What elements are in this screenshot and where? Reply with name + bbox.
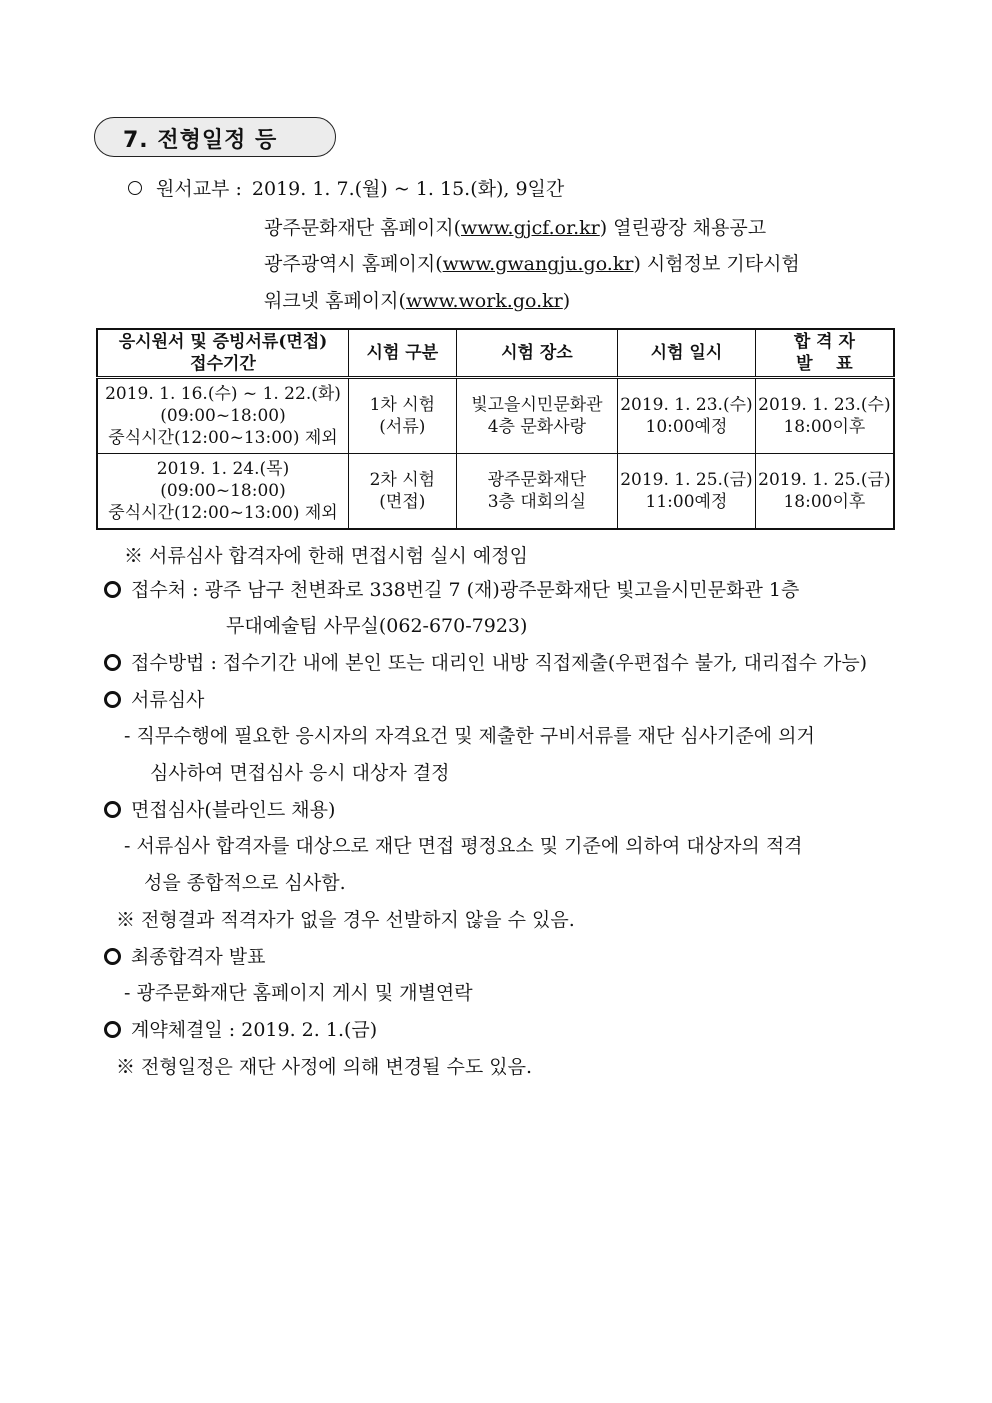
doc-review-desc-1: - 직무수행에 필요한 응시자의 자격요건 및 제출한 구비서류를 재단 심사기준에 의거 bbox=[124, 725, 815, 747]
reception-text: 접수처 : 광주 남구 천변좌로 338번길 7 (재)광주문화재단 빛고을시민문화관 1층 bbox=[131, 579, 800, 601]
contract-line bbox=[104, 1017, 377, 1043]
site-prefix: 워크넷 홈페이지( bbox=[264, 290, 406, 312]
table-note: ※ 서류심사 합격자에 한해 면접시험 실시 예정임 bbox=[124, 545, 528, 567]
bold-circle-bullet-icon bbox=[104, 654, 121, 671]
method-text: 접수방법 : 접수기간 내에 본인 또는 대리인 내방 직접제출(우편접수 불가, 대리접수 가능) bbox=[131, 652, 868, 674]
final-desc: - 광주문화재단 홈페이지 게시 및 개별연락 bbox=[124, 982, 473, 1004]
interview-desc-1: - 서류심사 합격자를 대상으로 재단 면접 평정요소 및 기준에 의하여 대상자의 적격 bbox=[124, 835, 803, 857]
cell-datetime: 2019. 1. 25.(금) 11:00예정 bbox=[618, 454, 756, 530]
open-circle-bullet-icon bbox=[128, 181, 142, 195]
header-datetime: 시험 일시 bbox=[618, 329, 756, 378]
interview-title: 면접심사(블라인드 채용) bbox=[131, 799, 336, 821]
site-line-1 bbox=[264, 215, 766, 241]
change-note: ※ 전형일정은 재단 사정에 의해 변경될 수도 있음. bbox=[116, 1056, 533, 1078]
cell-place: 빛고을시민문화관 4층 문화사랑 bbox=[456, 378, 617, 454]
schedule-table bbox=[96, 328, 895, 530]
header-period: 응시원서 및 증빙서류(면접) 접수기간 bbox=[97, 329, 349, 378]
bold-circle-bullet-icon bbox=[104, 691, 121, 708]
method-line bbox=[104, 650, 867, 676]
cell-datetime: 2019. 1. 23.(수) 10:00예정 bbox=[618, 378, 756, 454]
reception-line bbox=[104, 577, 799, 603]
final-title: 최종합격자 발표 bbox=[131, 946, 266, 968]
section-heading-box bbox=[94, 117, 336, 157]
interview-desc-2: 성을 종합적으로 심사함. bbox=[144, 872, 346, 894]
doc-review-desc-2: 심사하여 면접심사 응시 대상자 결정 bbox=[150, 762, 450, 784]
bold-circle-bullet-icon bbox=[104, 801, 121, 818]
site-suffix: ) 시험정보 기타시험 bbox=[633, 253, 800, 275]
cell-period: 2019. 1. 16.(수) ~ 1. 22.(화) (09:00~18:00) 중식시간(12:00~13:00) 제외 bbox=[97, 378, 349, 454]
cell-period: 2019. 1. 24.(목) (09:00~18:00) 중식시간(12:00~13:00) 제외 bbox=[97, 454, 349, 530]
no-selection-note: ※ 전형결과 적격자가 없을 경우 선발하지 않을 수 있음. bbox=[116, 909, 575, 931]
table-header-row bbox=[97, 329, 894, 378]
site-link-gwangju[interactable]: www.gwangju.go.kr bbox=[442, 253, 634, 275]
table-row bbox=[97, 378, 894, 454]
doc-review-title: 서류심사 bbox=[131, 689, 205, 711]
distribution-line bbox=[128, 176, 564, 202]
cell-announce: 2019. 1. 25.(금) 18:00이후 bbox=[755, 454, 894, 530]
site-suffix: ) bbox=[562, 290, 571, 312]
site-suffix: ) 열린광장 채용공고 bbox=[599, 217, 767, 239]
bold-circle-bullet-icon bbox=[104, 581, 121, 598]
distribution-period: 2019. 1. 7.(월) ~ 1. 15.(화), 9일간 bbox=[251, 178, 565, 200]
site-link-worknet[interactable]: www.work.go.kr bbox=[405, 290, 563, 312]
cell-type: 1차 시험 (서류) bbox=[349, 378, 457, 454]
section-title: 7. 전형일정 등 bbox=[123, 128, 278, 153]
header-announce: 합 격 자 발 표 bbox=[755, 329, 894, 378]
site-prefix: 광주문화재단 홈페이지( bbox=[264, 217, 461, 239]
header-place: 시험 장소 bbox=[456, 329, 617, 378]
interview-title-line bbox=[104, 797, 335, 823]
contract-text: 계약체결일 : 2019. 2. 1.(금) bbox=[131, 1019, 378, 1041]
reception-office: 무대예술팀 사무실(062-670-7923) bbox=[226, 615, 528, 637]
cell-type: 2차 시험 (면접) bbox=[349, 454, 457, 530]
site-link-gjcf[interactable]: www.gjcf.or.kr bbox=[461, 217, 600, 239]
site-line-2 bbox=[264, 251, 800, 277]
site-line-3 bbox=[264, 288, 570, 314]
cell-place: 광주문화재단 3층 대회의실 bbox=[456, 454, 617, 530]
distribution-label: 원서교부 : bbox=[156, 178, 242, 200]
cell-announce: 2019. 1. 23.(수) 18:00이후 bbox=[755, 378, 894, 454]
site-prefix: 광주광역시 홈페이지( bbox=[264, 253, 443, 275]
final-title-line bbox=[104, 944, 266, 970]
header-type: 시험 구분 bbox=[349, 329, 457, 378]
doc-review-title-line bbox=[104, 687, 204, 713]
table-row bbox=[97, 454, 894, 530]
bold-circle-bullet-icon bbox=[104, 1021, 121, 1038]
bold-circle-bullet-icon bbox=[104, 948, 121, 965]
